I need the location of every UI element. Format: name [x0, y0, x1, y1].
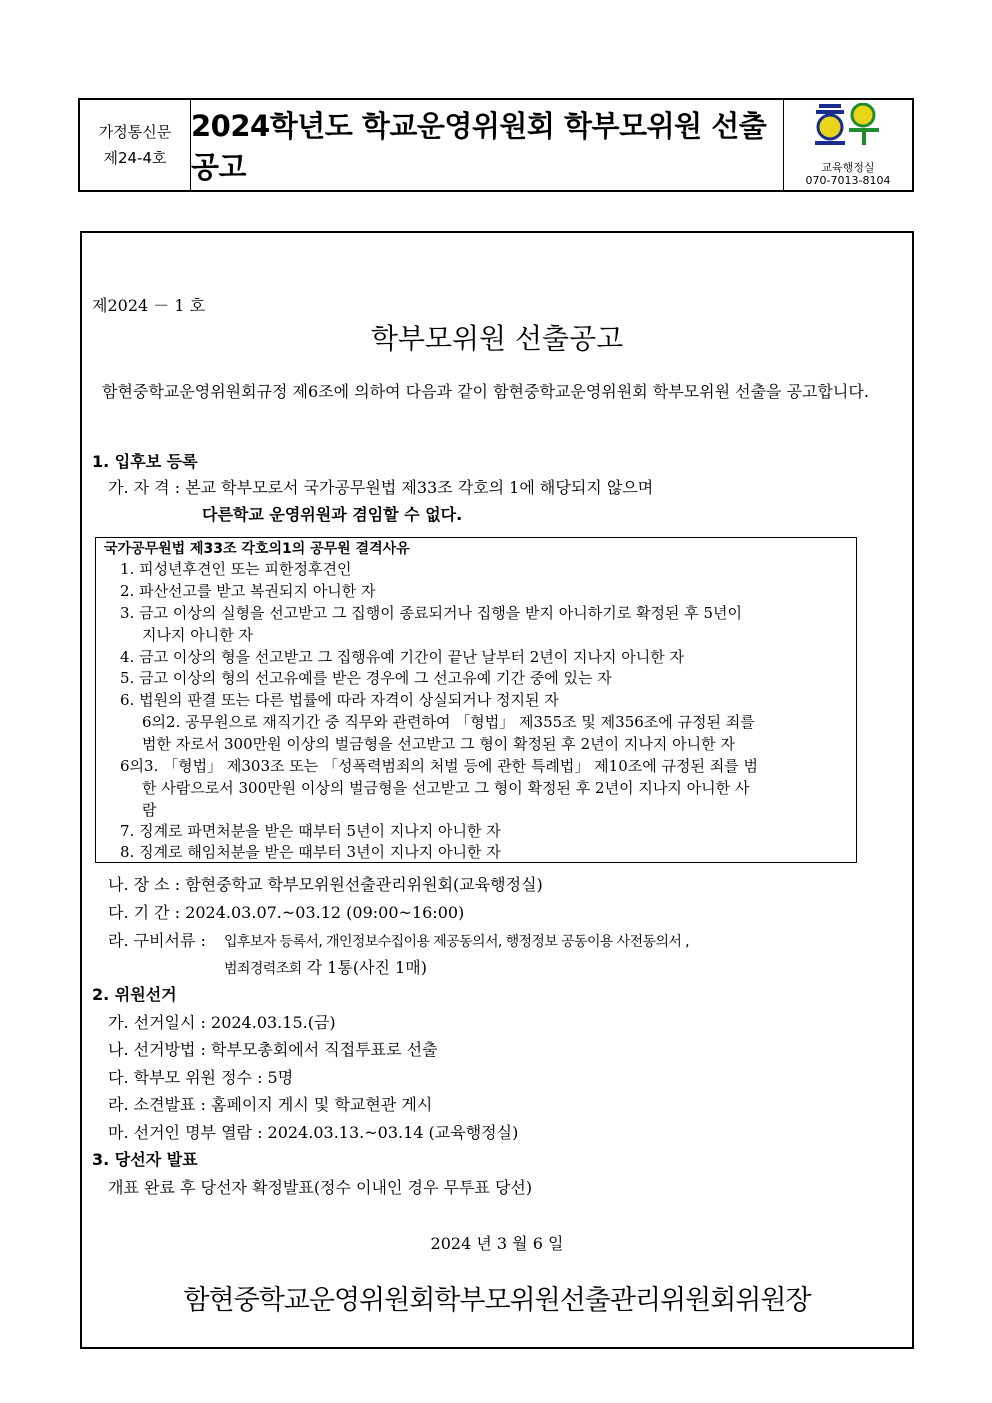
disq-item: 3. 금고 이상의 실형을 선고받고 그 집행이 종료되거나 집행을 받지 아니하기로 확정된 후 5년이 — [120, 604, 742, 622]
newsletter-number: 제24-4호 — [103, 149, 167, 167]
notice-intro: 함현중학교운영위원회규정 제6조에 의하여 다음과 같이 함현중학교운영위원회 학부모위원 선출을 공고합니다. — [102, 382, 869, 401]
department-name: 교육행정실 — [821, 161, 875, 174]
newsletter-label — [80, 100, 191, 190]
school-contact — [783, 100, 912, 190]
header-box — [78, 98, 914, 192]
winner-announcement: 개표 완료 후 당선자 확정발표(정수 이내인 경우 무투표 당선) — [108, 1178, 533, 1197]
disq-item: 6의2. 공무원으로 재직기간 중 직무와 관련하여 「형법」 제355조 및 제356조에 규정된 죄를 — [142, 713, 755, 731]
registration-place: 나. 장 소 : 함현중학교 학부모위원선출관리위원회(교육행정실) — [108, 875, 543, 894]
section2-heading: 2. 위원선거 — [92, 985, 177, 1004]
member-quota: 다. 학부모 위원 정수 : 5명 — [108, 1068, 294, 1087]
disq-item: 7. 징계로 파면처분을 받은 때부터 5년이 지나지 아니한 자 — [120, 822, 501, 840]
notice-title: 학부모위원 선출공고 — [370, 322, 624, 355]
notice-date: 2024 년 3 월 6 일 — [430, 1234, 564, 1253]
disq-item-cont: 람 — [142, 801, 157, 819]
disq-item-cont: 지나지 아니한 자 — [142, 626, 253, 644]
documents-line1: 입후보자 등록서, 개인정보수집이용 제공동의서, 행정정보 공동이용 사전동의서 , — [224, 934, 689, 950]
disq-item: 6. 법원의 판결 또는 다른 법률에 따라 자격이 상실되거나 정지된 자 — [120, 691, 559, 709]
disqualification-title: 국가공무원법 제33조 각호의1의 공무원 결격사유 — [104, 541, 410, 557]
qualification-line2: 다른학교 운영위원과 겸임할 수 없다. — [202, 505, 463, 524]
disq-item: 5. 금고 이상의 형의 선고유예를 받은 경우에 그 선고유예 기간 중에 있는 자 — [120, 669, 612, 687]
newsletter-type: 가정통신문 — [98, 123, 172, 141]
disq-item: 8. 징계로 해임처분을 받은 때부터 3년이 지나지 아니한 자 — [120, 843, 501, 861]
disq-item: 4. 금고 이상의 형을 선고받고 그 집행유예 기간이 끝난 날부터 2년이 지나지 아니한 자 — [120, 648, 685, 666]
signer-title: 함현중학교운영위원회학부모위원선출관리위원회위원장 — [183, 1285, 811, 1316]
documents-count: 각 1통(사진 1매) — [306, 958, 427, 977]
disq-item-cont: 범한 자로서 300만원 이상의 벌금형을 선고받고 그 형이 확정된 후 2년이 지나지 아니한 자 — [142, 735, 735, 753]
school-logo-icon — [813, 103, 883, 147]
candidate-statement: 라. 소견발표 : 홈페이지 게시 및 학교현관 게시 — [108, 1095, 433, 1114]
section3-heading: 3. 당선자 발표 — [92, 1150, 198, 1169]
disq-item: 2. 파산선고를 받고 복권되지 아니한 자 — [120, 582, 376, 600]
documents-label: 라. 구비서류 : — [108, 931, 206, 950]
registration-period: 다. 기 간 : 2024.03.07.~03.12 (09:00~16:00) — [108, 903, 465, 922]
phone-number: 070-7013-8104 — [805, 174, 891, 187]
documents-line2 — [224, 957, 427, 980]
qualification-line1: 가. 자 격 : 본교 학부모로서 국가공무원법 제33조 각호의 1에 해당되지 않으며 — [108, 478, 654, 497]
disqualification-box — [95, 537, 857, 863]
documents-criminal-record: 범죄경력조회 — [224, 961, 302, 977]
disq-item: 1. 피성년후견인 또는 피한정후견인 — [120, 560, 352, 578]
notice-box — [80, 231, 914, 1349]
disq-item-cont: 한 사람으로서 300만원 이상의 벌금형을 선고받고 그 형이 확정된 후 2년이 지나지 아니한 사 — [142, 779, 750, 797]
notice-number: 제2024 － 1 호 — [92, 296, 206, 315]
section1-heading: 1. 입후보 등록 — [92, 452, 198, 471]
voter-list-viewing: 마. 선거인 명부 열람 : 2024.03.13.~03.14 (교육행정실) — [108, 1123, 519, 1142]
election-method: 나. 선거방법 : 학부모총회에서 직접투표로 선출 — [108, 1040, 438, 1059]
document-title: 2024학년도 학교운영위원회 학부모위원 선출 공고 — [191, 109, 767, 184]
disq-item: 6의3. 「형법」 제303조 또는 「성폭력범죄의 처벌 등에 관한 특례법」 제10조에 규정된 죄를 범 — [120, 757, 758, 775]
election-date: 가. 선거일시 : 2024.03.15.(금) — [108, 1013, 336, 1032]
